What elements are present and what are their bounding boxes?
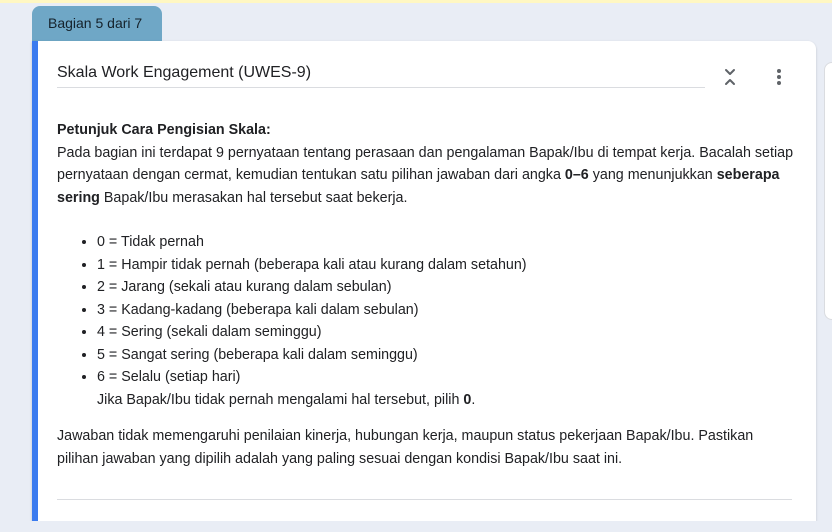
collapse-section-button[interactable]	[718, 65, 742, 89]
scale-note	[57, 389, 797, 412]
spacer	[57, 411, 797, 425]
intro-text-3: Bapak/Ibu merasakan hal tersebut saat bekerja.	[99, 189, 408, 206]
section-description	[57, 119, 797, 470]
collapse-icon	[723, 68, 737, 86]
spacer	[57, 209, 797, 231]
intro-text-2: yang menunjukkan	[588, 167, 717, 183]
top-strip	[0, 0, 832, 3]
intro-range: 0–6	[564, 167, 589, 183]
section-card	[32, 41, 816, 521]
scale-item-5: • 5 = Sangat sering (beberapa kali dalam seminggu)	[97, 344, 797, 367]
instructions-paragraph	[57, 142, 797, 210]
scale-list	[57, 231, 797, 389]
bottom-divider	[57, 499, 792, 500]
instructions-heading: Petunjuk Cara Pengisian Skala:	[57, 122, 271, 138]
more-vert-icon	[776, 68, 782, 86]
note-text: Jika Bapak/Ibu tidak pernah mengalami hal tersebut, pilih	[97, 391, 464, 408]
scale-item-0: • 0 = Tidak pernah	[97, 231, 797, 254]
intro-text-1: Pada bagian ini terdapat 9 pernyataan tentang perasaan dan pengalaman Bapak/Ibu di tempat kerja. Bacalah setiap pernyataan dengan cermat, kemudian tentukan satu pilihan jawaban dari angka	[57, 144, 794, 183]
closing-paragraph: Jawaban tidak memengaruhi penilaian kinerja, hubungan kerja, maupun status pekerjaan Bapak/Ibu. Pastikan pilihan jawaban yang dipilih adalah yang paling sesuai dengan kondisi Bapak/Ibu saat ini.	[57, 428, 754, 467]
note-end: .	[471, 391, 476, 408]
section-title-field[interactable]	[57, 63, 705, 88]
section-title: Skala Work Engagement (UWES-9)	[57, 64, 312, 81]
intro-frequency: seberapa sering	[57, 167, 780, 206]
scale-item-3: • 3 = Kadang-kadang (beberapa kali dalam sebulan)	[97, 299, 797, 322]
more-options-button[interactable]	[767, 65, 791, 89]
scale-item-1: • 1 = Hampir tidak pernah (beberapa kali atau kurang dalam setahun)	[97, 254, 797, 277]
page-background-bottom	[0, 521, 832, 532]
scale-item-4: • 4 = Sering (sekali dalam seminggu)	[97, 321, 797, 344]
scale-item-6: • 6 = Selalu (setiap hari)	[97, 366, 797, 389]
section-tab-label: Bagian 5 dari 7	[48, 15, 143, 31]
active-accent-bar	[32, 41, 38, 521]
floating-toolbar	[824, 62, 832, 320]
section-tab	[32, 6, 162, 42]
scale-item-2: • 2 = Jarang (sekali atau kurang dalam sebulan)	[97, 276, 797, 299]
note-bold-value: 0	[463, 391, 472, 408]
